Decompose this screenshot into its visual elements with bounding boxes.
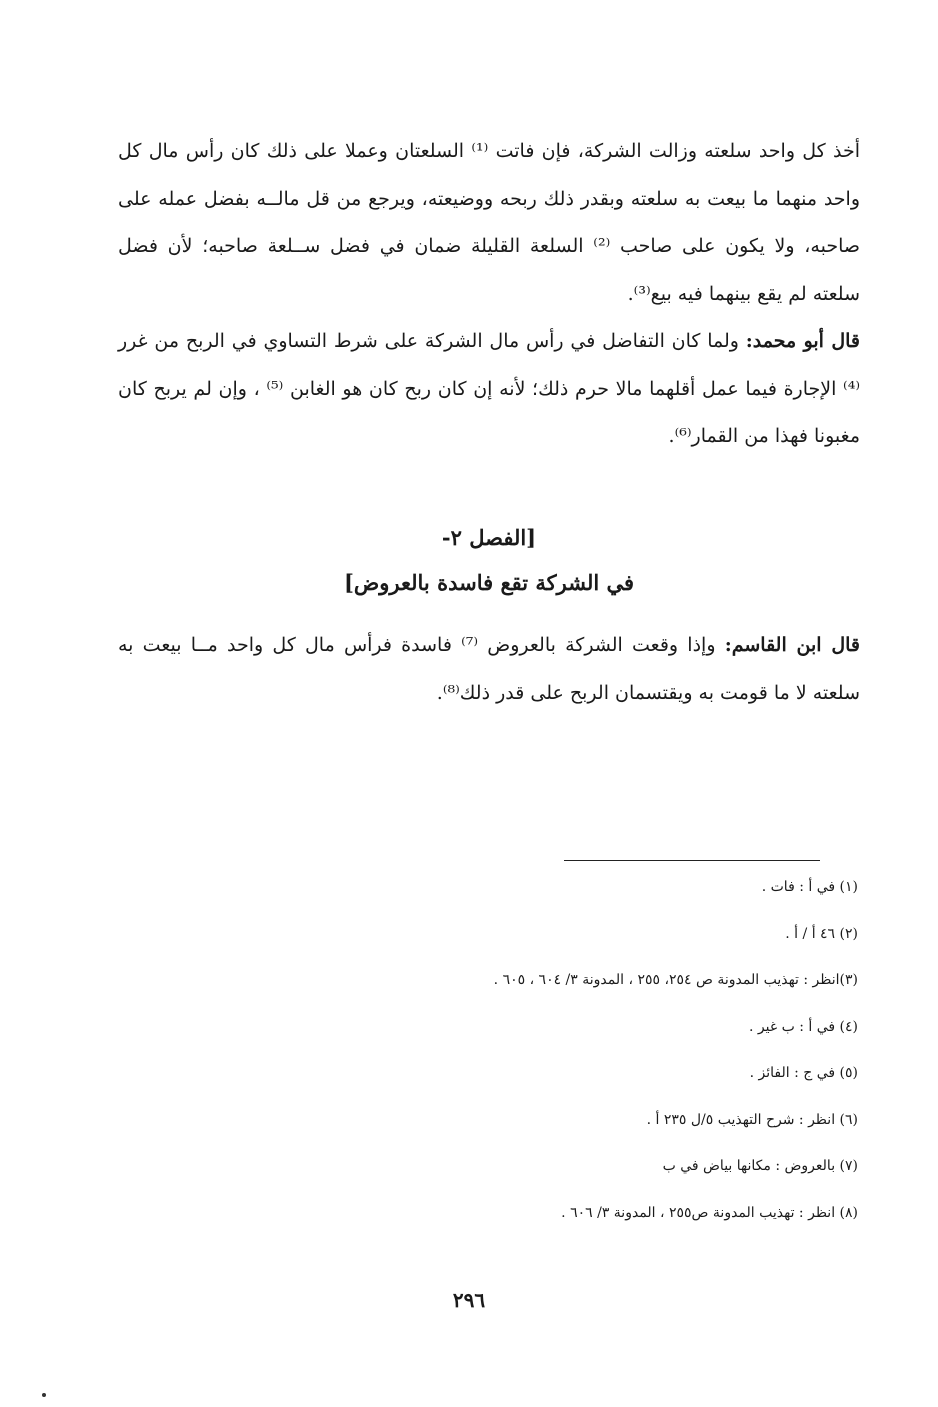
paragraph-body: وإذا وقعت الشركة بالعروض ⁽⁷⁾ فاسدة فرأس مال كل واحد مــا بيعت به سلعته لا ما قومت به ويقتسمان الربح على قدر ذلك⁽⁸⁾. — [118, 634, 860, 704]
footnotes — [298, 872, 858, 1244]
footnote-4: (٤) في أ : ب غير . — [748, 1018, 858, 1035]
paragraph-body: أخذ كل واحد سلعته وزالت الشركة، فإن فاتت ⁽¹⁾ السلعتان وعملا على ذلك كان رأس مال كل واحد منهما ما بيعت به سلعته وبقدر ذلك ربحه ووضيعته، ويرجع من قل مالــه بفضل عمله على صاحبه، ولا يكون على صاحب ⁽²⁾ السلعة القليلة ضمان في فضل ســلعة صاحبه؛ لأن فضل سلعته لم يقع بينهما فيه بيع⁽³⁾. — [118, 140, 860, 305]
footnote-2: (٢) ٤٦ أ / أ . — [785, 925, 858, 942]
scan-speck — [42, 1393, 46, 1397]
paragraph-2 — [118, 318, 860, 461]
section-heading-title: في الشركة تقع فاسدة بالعروض] — [343, 570, 635, 595]
paragraph-lead: قال أبو محمد: — [745, 330, 860, 352]
paragraph-body: ولما كان التفاضل في رأس مال الشركة على شرط التساوي في الربح من غرر ⁽⁴⁾ الإجارة فيما عمل أقلهما مالا حرم ذلك؛ لأنه إن كان ربح كان هو الغابن ⁽⁵⁾ ، وإن لم يربح كان مغبونا فهذا من القمار⁽⁶⁾. — [118, 330, 860, 447]
footnote-6: (٦) انظر : شرح التهذيب ٥/ل ٢٣٥ أ . — [646, 1111, 858, 1128]
footnote-divider — [564, 860, 820, 861]
footnote-5: (٥) في ج : الفائز . — [749, 1065, 858, 1081]
page-number: ٢٩٦ — [452, 1288, 486, 1312]
footnote-3: (٣)انظر : تهذيب المدونة ص ٢٥٤، ٢٥٥ ، المدونة ٣/ ٦٠٤ ، ٦٠٥ . — [493, 972, 858, 988]
footnote-8: (٨) انظر : تهذيب المدونة ص٢٥٥ ، المدونة ٣/ ٦٠٦ . — [561, 1204, 858, 1221]
footnote-7: (٧) بالعروض : مكانها بياض في ب — [662, 1158, 858, 1174]
paragraph-lead: قال ابن القاسم: — [724, 634, 860, 656]
paragraph-1 — [118, 128, 860, 318]
main-text — [118, 128, 860, 461]
footnote-1: (١) في أ : فات . — [761, 879, 858, 895]
section-heading-number: [الفصل ٢- — [441, 525, 537, 550]
section-paragraph — [118, 622, 860, 717]
